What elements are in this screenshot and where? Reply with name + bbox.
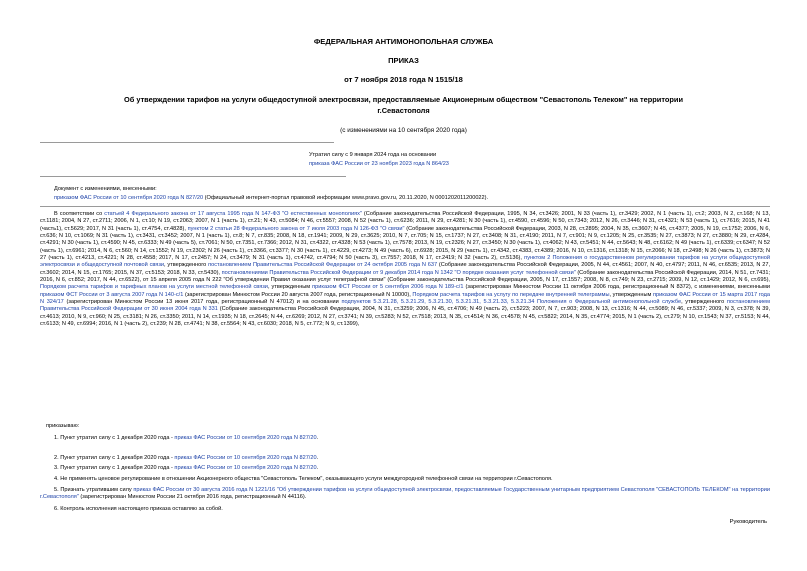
changes-source: (Официальный интернет-портал правовой информации www.pravo.gov.ru, 20.11.2020, N 0001202011200022).: [203, 195, 489, 201]
preamble: [40, 211, 770, 329]
item-text: 2. Пункт утратил силу с 1 декабря 2020 года -: [54, 455, 175, 461]
doc-title-line1: Об утверждении тарифов на услуги общедоступной электросвязи, предоставляемые Акционерным обществом "Севастополь Телеком" на территории: [124, 95, 683, 104]
law-link[interactable]: постановлением Правительства Российской Федерации от 24 октября 2005 года N 637: [208, 262, 438, 269]
item-text: (зарегистрирован Минюстом России 21 октября 2016 года, регистрационный N 44116).: [78, 494, 307, 501]
divider: [40, 206, 770, 207]
amendment-link[interactable]: приказ ФАС России от 10 сентября 2020 года N 827/20: [174, 455, 317, 461]
text-run: , утвержденного: [681, 299, 727, 306]
law-link[interactable]: Порядком расчета тарифов на услугу по передаче внутренней телеграммы: [412, 291, 610, 298]
list-item: [40, 487, 770, 502]
list-item: [54, 465, 318, 472]
divider: [40, 176, 346, 177]
law-link[interactable]: статьей 4 Федерального закона от 17 августа 1995 года N 147-ФЗ "О естественных монополиях": [104, 211, 362, 217]
amendment-link[interactable]: приказ ФАС России от 10 сентября 2020 года N 827/20: [174, 435, 317, 441]
text-run: (Собрание законодательства Российской Федерации, 2003, N 28, ст.2895; 2004, N 35, ст.3607; N 45, ст.4377; 2005, N 19, ст.1752; 2006, N 6, ст.636; N 10, ст.1069; N 31 (часть 1), ст.3431, ст.3452; 2007, N 1 (часть 1), ст.8; N 7, ст.835; 2008, N 18, ст.1941; 2009, N 29, ст.3625; 2010, N 7, ст.705; N 15, ст.1737; N 27, ст.3408; N 31, ст.4190; 2011, N 7, ст.901; N 9, ст.1205; N 25, ст.3535; N 27, ст.3873; N 27, ст.3880; N 29, ст.4284, ст.4291; N 30 (часть 1), ст.4590; N 45, ст.6333; N 49 (часть 5), ст.7061; N 50, ст.7351, ст.7366; 2012, N 31, ст.4322, ст.4328; N 53 (часть 1), ст.7578; 2013, N 19, ст.2326; N 27, ст.3450; N 30 (часть 1), ст.4062; N 43, ст.5451; N 44, ст.5643; N 48, ст.6162; N 49 (часть 1), ст.6339; ст.6347; N 52 (часть 1), ст.6961; 2014, N 6, ст.560; N 14, ст.1552; N 19, ст.2302; N 26 (часть 1), ст.3366, ст.3377; N 30 (часть 1), ст.4229, ст.4273; N 49 (часть 6), ст.6928; 2015, N 29 (часть 1), ст.4342, ст.4383, ст.4389; 2016, N 10, ст.1316, ст.1318; N 15, ст.2066; N 18, ст.2498; N 26 (часть 1), ст.3873; N 27 (часть 1), ст.4213, ст.4221; N 28, ст.4558; 2017, N 17, ст.2457; N 24, ст.3479; N 31 (часть 1), ст.4742, ст.4794; N 50 (часть 3), ст.7557; 2018, N 17, ст.2419; N 32 (часть 2), ст.5136),: [40, 225, 771, 262]
text-run: , утвержденным: [609, 291, 653, 298]
changes-link[interactable]: приказом ФАС России от 10 сентября 2020 года N 827/20: [54, 195, 204, 201]
status-line1: Утратил силу с 9 января 2024 года на основании: [309, 152, 437, 158]
prikazyvayu: приказываю:: [46, 423, 80, 429]
list-item: [54, 455, 318, 462]
law-link[interactable]: постановлениями Правительства Российской Федерации от 9 декабря 2014 года N 1342 "О порядке оказания услуг телефонной связи": [221, 269, 576, 276]
list-item: [54, 435, 318, 442]
text-run: (зарегистрирован Минюстом России 13 июня 2017 года, регистрационный N 47012) и на основании: [63, 299, 342, 306]
doc-date-number: от 7 ноября 2018 года N 1515/18: [344, 75, 463, 84]
item-text: 1. Пункт утратил силу с 1 декабря 2020 года -: [54, 435, 175, 441]
text-run: (Собрание законодательства Российской Федерации, 2004, N 31, ст.3259; 2006, N 45, ст.4706; N 49 (часть 2), ст.5223; 2007, N 7, ст.903; 2008, N 13, ст.1316; N 44, ст.5089; N 46, ст.5337; 2009, N 3, ст.378; N 39, ст.4613; 2010, N 9, ст.960; N 25, ст.3181; N 26, ст.3350; 2011, N 14, ст.1935; N 18, ст.2645; N 44, ст.6269; 2012, N 27, ст.3741; N 39, ст.5283; N 52, ст.7518; 2013, N 35, ст.4514; N 36, ст.4578; N 45, ст.5822; 2014, N 35, ст.4774; 2015, N 1 (часть 2), ст.279; N 10, ст.1543; N 37, ст.5153; N 44, ст.6133; N 49, ст.6994; 2016, N 1 (часть 2), ст.239; N 28, ст.4741; N 38, ст.5564; N 43, ст.6030; 2018, N 5, ст.772; N 9, ст.1399),: [40, 306, 771, 328]
signature-title: Руководитель: [729, 519, 767, 525]
item-text: .: [316, 435, 319, 441]
text-run: (Собрание законодательства Российской Федерации, 1995, N 34, ст.3426; 2001, N 33 (часть 1), ст.3429; 2002, N 1 (часть 1), ст.2; 2003, N 2, ст.168; N 13, ст.1181; 2004, N 27, ст.2711; 2006, N 1, ст.10; N 19, ст.2063; 2007, N 1 (часть 1), ст.21; N 43, ст.5084; N 46, ст.5557; 2008, N 52 (часть 1), ст.6236; 2011, N 29, ст.4281; N 30 (часть 1), ст.4590, ст.4596; N 50, ст.7343; 2012, N 26, ст.3446; N 31, ст.4321; N 53 (часть 1), ст.7616; 2015, N 41 (часть1), ст.5629; 2017, N 31 (часть 1), ст.4754, ст.4828),: [40, 211, 770, 232]
list-item: 4. Не применять ценовое регулирование в отношении Акционерного общества "Севастополь Телеком", оказывающего услуги междугородной телефонной связи на территории г.Севастополя.: [54, 476, 553, 482]
law-link[interactable]: приказом ФСТ России от 3 августа 2007 года N 140-с/1: [40, 291, 184, 298]
text-run: , утвержденного: [164, 262, 209, 269]
divider: [40, 142, 334, 143]
text-run: (Собрание законодательства Российской Федерации, 2005, N 44, ст.4561; 2007, N 40, ст.4797; 2011, N 46, ст.6535; 2013, N 27, ст.3602; 2014, N 15, ст.1765; 2015, N 37, ст.5153; 2018, N 33, ст.5430),: [40, 262, 770, 276]
text-run: В соответствии со: [54, 211, 105, 217]
doc-type: ПРИКАЗ: [388, 56, 419, 65]
list-item: 6. Контроль исполнения настоящего приказа оставляю за собой.: [54, 506, 223, 512]
law-link[interactable]: Порядком расчета тарифов и тарифных планов на услуги местной телефонной связи: [40, 284, 268, 291]
revision-note: (с изменениями на 10 сентября 2020 года): [340, 127, 467, 134]
agency-name: ФЕДЕРАЛЬНАЯ АНТИМОНОПОЛЬНАЯ СЛУЖБА: [313, 37, 494, 46]
item-text: .: [316, 465, 319, 471]
item-text: .: [316, 455, 319, 461]
item-text: 3. Пункт утратил силу с 1 декабря 2020 года -: [54, 465, 175, 471]
status-link[interactable]: приказа ФАС России от 23 ноября 2023 года N 864/23: [309, 161, 449, 167]
text-run: (зарегистрирован Минюстом России 11 октября 2006 года, регистрационный N 8372), с изменениями, внесенными: [463, 284, 770, 291]
item-text: 5. Признать утратившим силу: [54, 487, 134, 493]
law-link[interactable]: приказом ФАС России от 15 марта 2017 года N 324/17: [40, 291, 770, 306]
preamble-paragraph: [40, 211, 770, 329]
repealed-order-link[interactable]: приказ ФАС России от 30 августа 2016 года N 1221/16 "Об утверждении тарифов на услуги общедоступной электросвязи, предоставляемые Государственным унитарным предприятием Севастополя "СЕВАСТОПОЛЬ ТЕЛЕКОМ" на территории г.Севастополя": [40, 487, 770, 501]
amendment-link[interactable]: приказ ФАС России от 10 сентября 2020 года N 827/20: [174, 465, 317, 471]
text-run: , утвержденным: [267, 284, 313, 291]
doc-title-line2: г.Севастополя: [377, 106, 430, 115]
item-paragraph: [40, 487, 770, 502]
law-link[interactable]: пунктом 2 статьи 28 Федерального закона от 7 июля 2003 года N 126-ФЗ "О связи": [187, 225, 405, 232]
law-link[interactable]: подпунктов 5.3.21.28, 5.3.21.29, 5.3.21.30, 5.3.21.31, 5.3.21.33, 5.3.21.34 Положения о Федеральной антимонопольной службе: [341, 299, 682, 306]
changes-line: [54, 195, 488, 202]
law-link[interactable]: пунктом 2 Положения о государственном регулировании тарифов на услуги общедоступной электросвязи и общедоступной почтовой связи: [40, 255, 771, 269]
text-run: (зарегистрирован Минюстом России 20 августа 2007 года, регистрационный N 10000),: [183, 291, 413, 298]
text-run: (Собрание законодательства Российской Федерации, 2014, N 51, ст.7431; 2016, N 6, ст.852; 2017, N 44, ст.6522), от 15 апреля 2005 года N 222 "Об утверждении Правил оказания услуг телеграфной связи" (Собрание законодательства Российской Федерации, 2005, N 17, ст.1557; 2008, N 8, ст.749; N 23, ст.2715; 2009, N 12, ст.1429; 2012, N 6, ст.695),: [40, 269, 771, 284]
law-link[interactable]: приказом ФСТ России от 5 сентября 2006 года N 189-с/1: [312, 284, 464, 291]
law-link[interactable]: постановлением Правительства Российской Федерации от 30 июня 2004 года N 331: [40, 299, 770, 313]
changes-label: Документ с изменениями, внесенными:: [54, 186, 157, 192]
